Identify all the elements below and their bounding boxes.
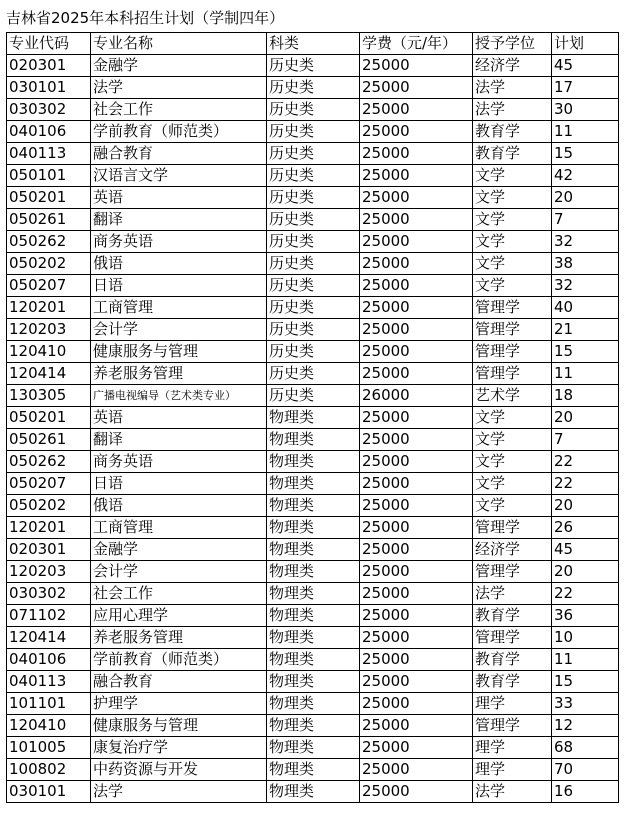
major-code-cell: 050261 bbox=[7, 209, 91, 231]
degree-cell: 文学 bbox=[473, 451, 552, 473]
degree-cell: 管理学 bbox=[473, 341, 552, 363]
table-row bbox=[7, 451, 619, 473]
major-name-cell: 社会工作 bbox=[91, 99, 267, 121]
tuition-cell: 26000 bbox=[360, 385, 473, 407]
degree-cell: 文学 bbox=[473, 275, 552, 297]
major-code-cell: 020301 bbox=[7, 539, 91, 561]
plan-count-cell: 22 bbox=[552, 473, 619, 495]
subject-category-cell: 历史类 bbox=[267, 143, 360, 165]
tuition-cell: 25000 bbox=[360, 121, 473, 143]
subject-category-cell: 历史类 bbox=[267, 319, 360, 341]
major-name-cell: 日语 bbox=[91, 275, 267, 297]
table-row bbox=[7, 363, 619, 385]
degree-cell: 管理学 bbox=[473, 517, 552, 539]
tuition-cell: 25000 bbox=[360, 341, 473, 363]
table-row bbox=[7, 55, 619, 77]
table-row bbox=[7, 671, 619, 693]
tuition-cell: 25000 bbox=[360, 99, 473, 121]
tuition-cell: 25000 bbox=[360, 55, 473, 77]
subject-category-cell: 物理类 bbox=[267, 451, 360, 473]
table-row bbox=[7, 583, 619, 605]
subject-category-cell: 物理类 bbox=[267, 429, 360, 451]
subject-category-cell: 物理类 bbox=[267, 583, 360, 605]
degree-cell: 文学 bbox=[473, 231, 552, 253]
degree-cell: 管理学 bbox=[473, 319, 552, 341]
tuition-cell: 25000 bbox=[360, 671, 473, 693]
major-name-cell: 护理学 bbox=[91, 693, 267, 715]
degree-cell: 管理学 bbox=[473, 561, 552, 583]
plan-count-cell: 15 bbox=[552, 341, 619, 363]
subject-category-cell: 历史类 bbox=[267, 253, 360, 275]
tuition-cell: 25000 bbox=[360, 627, 473, 649]
plan-count-cell: 10 bbox=[552, 627, 619, 649]
degree-cell: 管理学 bbox=[473, 715, 552, 737]
degree-cell: 经济学 bbox=[473, 539, 552, 561]
subject-category-cell: 物理类 bbox=[267, 495, 360, 517]
major-name-cell: 英语 bbox=[91, 187, 267, 209]
subject-category-cell: 物理类 bbox=[267, 605, 360, 627]
major-code-cell: 120410 bbox=[7, 341, 91, 363]
subject-category-cell: 物理类 bbox=[267, 627, 360, 649]
table-row bbox=[7, 319, 619, 341]
table-row bbox=[7, 165, 619, 187]
table-row bbox=[7, 627, 619, 649]
tuition-cell: 25000 bbox=[360, 495, 473, 517]
major-code-cell: 120414 bbox=[7, 363, 91, 385]
subject-category-cell: 历史类 bbox=[267, 341, 360, 363]
subject-category-cell: 物理类 bbox=[267, 759, 360, 781]
column-header: 授予学位 bbox=[473, 33, 552, 55]
major-name-cell: 学前教育（师范类） bbox=[91, 121, 267, 143]
subject-category-cell: 物理类 bbox=[267, 781, 360, 803]
major-name-cell: 商务英语 bbox=[91, 451, 267, 473]
tuition-cell: 25000 bbox=[360, 737, 473, 759]
table-row bbox=[7, 781, 619, 803]
major-code-cell: 050207 bbox=[7, 473, 91, 495]
tuition-cell: 25000 bbox=[360, 473, 473, 495]
major-code-cell: 120414 bbox=[7, 627, 91, 649]
major-code-cell: 120203 bbox=[7, 319, 91, 341]
subject-category-cell: 历史类 bbox=[267, 231, 360, 253]
major-name-cell: 养老服务管理 bbox=[91, 627, 267, 649]
plan-count-cell: 18 bbox=[552, 385, 619, 407]
degree-cell: 理学 bbox=[473, 693, 552, 715]
major-name-cell: 会计学 bbox=[91, 319, 267, 341]
plan-count-cell: 16 bbox=[552, 781, 619, 803]
major-code-cell: 071102 bbox=[7, 605, 91, 627]
plan-count-cell: 20 bbox=[552, 407, 619, 429]
degree-cell: 文学 bbox=[473, 429, 552, 451]
tuition-cell: 25000 bbox=[360, 143, 473, 165]
subject-category-cell: 历史类 bbox=[267, 55, 360, 77]
table-row bbox=[7, 385, 619, 407]
table-row bbox=[7, 407, 619, 429]
major-code-cell: 030101 bbox=[7, 781, 91, 803]
major-name-cell: 俄语 bbox=[91, 495, 267, 517]
degree-cell: 艺术学 bbox=[473, 385, 552, 407]
table-row bbox=[7, 517, 619, 539]
plan-count-cell: 32 bbox=[552, 275, 619, 297]
major-code-cell: 101005 bbox=[7, 737, 91, 759]
major-code-cell: 050202 bbox=[7, 253, 91, 275]
degree-cell: 教育学 bbox=[473, 121, 552, 143]
tuition-cell: 25000 bbox=[360, 781, 473, 803]
major-code-cell: 120410 bbox=[7, 715, 91, 737]
table-row bbox=[7, 231, 619, 253]
major-name-cell: 日语 bbox=[91, 473, 267, 495]
plan-count-cell: 7 bbox=[552, 209, 619, 231]
subject-category-cell: 历史类 bbox=[267, 363, 360, 385]
major-name-cell: 会计学 bbox=[91, 561, 267, 583]
tuition-cell: 25000 bbox=[360, 715, 473, 737]
table-row bbox=[7, 121, 619, 143]
plan-count-cell: 68 bbox=[552, 737, 619, 759]
table-row bbox=[7, 143, 619, 165]
subject-category-cell: 物理类 bbox=[267, 561, 360, 583]
major-name-cell: 法学 bbox=[91, 77, 267, 99]
table-row bbox=[7, 649, 619, 671]
column-header: 专业代码 bbox=[7, 33, 91, 55]
table-header-row bbox=[7, 33, 619, 55]
tuition-cell: 25000 bbox=[360, 429, 473, 451]
subject-category-cell: 物理类 bbox=[267, 407, 360, 429]
major-code-cell: 050262 bbox=[7, 231, 91, 253]
major-name-cell: 金融学 bbox=[91, 539, 267, 561]
degree-cell: 法学 bbox=[473, 781, 552, 803]
major-code-cell: 050207 bbox=[7, 275, 91, 297]
major-code-cell: 040106 bbox=[7, 649, 91, 671]
degree-cell: 管理学 bbox=[473, 627, 552, 649]
tuition-cell: 25000 bbox=[360, 693, 473, 715]
plan-count-cell: 42 bbox=[552, 165, 619, 187]
plan-count-cell: 36 bbox=[552, 605, 619, 627]
degree-cell: 文学 bbox=[473, 253, 552, 275]
degree-cell: 文学 bbox=[473, 187, 552, 209]
major-name-cell: 健康服务与管理 bbox=[91, 341, 267, 363]
subject-category-cell: 历史类 bbox=[267, 99, 360, 121]
subject-category-cell: 历史类 bbox=[267, 77, 360, 99]
major-code-cell: 050261 bbox=[7, 429, 91, 451]
tuition-cell: 25000 bbox=[360, 275, 473, 297]
plan-count-cell: 70 bbox=[552, 759, 619, 781]
major-code-cell: 030302 bbox=[7, 583, 91, 605]
table-row bbox=[7, 341, 619, 363]
subject-category-cell: 历史类 bbox=[267, 165, 360, 187]
plan-count-cell: 21 bbox=[552, 319, 619, 341]
tuition-cell: 25000 bbox=[360, 759, 473, 781]
plan-count-cell: 33 bbox=[552, 693, 619, 715]
table-row bbox=[7, 693, 619, 715]
plan-count-cell: 15 bbox=[552, 671, 619, 693]
major-code-cell: 040106 bbox=[7, 121, 91, 143]
column-header: 科类 bbox=[267, 33, 360, 55]
major-name-cell: 康复治疗学 bbox=[91, 737, 267, 759]
tuition-cell: 25000 bbox=[360, 583, 473, 605]
plan-count-cell: 45 bbox=[552, 55, 619, 77]
major-code-cell: 120203 bbox=[7, 561, 91, 583]
plan-count-cell: 12 bbox=[552, 715, 619, 737]
tuition-cell: 25000 bbox=[360, 363, 473, 385]
degree-cell: 文学 bbox=[473, 209, 552, 231]
degree-cell: 法学 bbox=[473, 583, 552, 605]
plan-count-cell: 20 bbox=[552, 495, 619, 517]
major-code-cell: 050201 bbox=[7, 407, 91, 429]
major-code-cell: 030101 bbox=[7, 77, 91, 99]
major-code-cell: 120201 bbox=[7, 517, 91, 539]
degree-cell: 文学 bbox=[473, 473, 552, 495]
table-row bbox=[7, 209, 619, 231]
plan-count-cell: 7 bbox=[552, 429, 619, 451]
tuition-cell: 25000 bbox=[360, 253, 473, 275]
major-name-cell: 翻译 bbox=[91, 209, 267, 231]
plan-count-cell: 11 bbox=[552, 649, 619, 671]
subject-category-cell: 物理类 bbox=[267, 539, 360, 561]
subject-category-cell: 历史类 bbox=[267, 121, 360, 143]
tuition-cell: 25000 bbox=[360, 451, 473, 473]
plan-count-cell: 22 bbox=[552, 451, 619, 473]
major-name-cell: 健康服务与管理 bbox=[91, 715, 267, 737]
major-name-cell: 应用心理学 bbox=[91, 605, 267, 627]
degree-cell: 管理学 bbox=[473, 297, 552, 319]
tuition-cell: 25000 bbox=[360, 539, 473, 561]
major-code-cell: 101101 bbox=[7, 693, 91, 715]
tuition-cell: 25000 bbox=[360, 517, 473, 539]
tuition-cell: 25000 bbox=[360, 209, 473, 231]
plan-count-cell: 22 bbox=[552, 583, 619, 605]
table-row bbox=[7, 561, 619, 583]
major-name-cell: 融合教育 bbox=[91, 143, 267, 165]
major-code-cell: 050101 bbox=[7, 165, 91, 187]
major-name-cell: 金融学 bbox=[91, 55, 267, 77]
table-row bbox=[7, 77, 619, 99]
subject-category-cell: 物理类 bbox=[267, 517, 360, 539]
column-header: 计划 bbox=[552, 33, 619, 55]
major-code-cell: 050201 bbox=[7, 187, 91, 209]
table-row bbox=[7, 253, 619, 275]
degree-cell: 文学 bbox=[473, 495, 552, 517]
degree-cell: 法学 bbox=[473, 77, 552, 99]
major-name-cell: 法学 bbox=[91, 781, 267, 803]
tuition-cell: 25000 bbox=[360, 187, 473, 209]
major-name-cell: 工商管理 bbox=[91, 297, 267, 319]
tuition-cell: 25000 bbox=[360, 319, 473, 341]
page-title: 吉林省2025年本科招生计划（学制四年） bbox=[6, 9, 285, 27]
subject-category-cell: 物理类 bbox=[267, 473, 360, 495]
tuition-cell: 25000 bbox=[360, 605, 473, 627]
plan-count-cell: 11 bbox=[552, 121, 619, 143]
major-name-cell: 养老服务管理 bbox=[91, 363, 267, 385]
major-code-cell: 050262 bbox=[7, 451, 91, 473]
major-code-cell: 020301 bbox=[7, 55, 91, 77]
degree-cell: 教育学 bbox=[473, 671, 552, 693]
table-row bbox=[7, 187, 619, 209]
plan-count-cell: 40 bbox=[552, 297, 619, 319]
table-row bbox=[7, 473, 619, 495]
subject-category-cell: 历史类 bbox=[267, 187, 360, 209]
degree-cell: 管理学 bbox=[473, 363, 552, 385]
table-row bbox=[7, 99, 619, 121]
subject-category-cell: 历史类 bbox=[267, 209, 360, 231]
tuition-cell: 25000 bbox=[360, 561, 473, 583]
table-row bbox=[7, 605, 619, 627]
tuition-cell: 25000 bbox=[360, 297, 473, 319]
table-row bbox=[7, 539, 619, 561]
degree-cell: 经济学 bbox=[473, 55, 552, 77]
major-code-cell: 120201 bbox=[7, 297, 91, 319]
major-name-cell: 学前教育（师范类） bbox=[91, 649, 267, 671]
major-name-cell: 融合教育 bbox=[91, 671, 267, 693]
subject-category-cell: 物理类 bbox=[267, 715, 360, 737]
plan-count-cell: 45 bbox=[552, 539, 619, 561]
major-name-cell: 社会工作 bbox=[91, 583, 267, 605]
table-row bbox=[7, 429, 619, 451]
subject-category-cell: 物理类 bbox=[267, 693, 360, 715]
enrollment-plan-table bbox=[6, 32, 619, 803]
subject-category-cell: 历史类 bbox=[267, 385, 360, 407]
major-code-cell: 100802 bbox=[7, 759, 91, 781]
major-code-cell: 040113 bbox=[7, 671, 91, 693]
degree-cell: 理学 bbox=[473, 737, 552, 759]
tuition-cell: 25000 bbox=[360, 231, 473, 253]
major-name-cell: 商务英语 bbox=[91, 231, 267, 253]
plan-count-cell: 20 bbox=[552, 561, 619, 583]
table-row bbox=[7, 495, 619, 517]
table-row bbox=[7, 715, 619, 737]
plan-count-cell: 30 bbox=[552, 99, 619, 121]
degree-cell: 理学 bbox=[473, 759, 552, 781]
major-code-cell: 050202 bbox=[7, 495, 91, 517]
tuition-cell: 25000 bbox=[360, 649, 473, 671]
major-name-cell: 汉语言文学 bbox=[91, 165, 267, 187]
tuition-cell: 25000 bbox=[360, 165, 473, 187]
major-name-cell: 翻译 bbox=[91, 429, 267, 451]
degree-cell: 教育学 bbox=[473, 143, 552, 165]
tuition-cell: 25000 bbox=[360, 77, 473, 99]
major-name-cell: 俄语 bbox=[91, 253, 267, 275]
table-row bbox=[7, 759, 619, 781]
table-row bbox=[7, 297, 619, 319]
plan-count-cell: 38 bbox=[552, 253, 619, 275]
subject-category-cell: 物理类 bbox=[267, 671, 360, 693]
tuition-cell: 25000 bbox=[360, 407, 473, 429]
plan-count-cell: 20 bbox=[552, 187, 619, 209]
subject-category-cell: 物理类 bbox=[267, 649, 360, 671]
major-name-cell: 广播电视编导（艺术类专业） bbox=[91, 385, 267, 407]
column-header: 学费（元/年） bbox=[360, 33, 473, 55]
plan-count-cell: 15 bbox=[552, 143, 619, 165]
major-name-cell: 英语 bbox=[91, 407, 267, 429]
degree-cell: 文学 bbox=[473, 407, 552, 429]
subject-category-cell: 物理类 bbox=[267, 737, 360, 759]
degree-cell: 教育学 bbox=[473, 605, 552, 627]
degree-cell: 法学 bbox=[473, 99, 552, 121]
major-name-cell: 工商管理 bbox=[91, 517, 267, 539]
degree-cell: 文学 bbox=[473, 165, 552, 187]
subject-category-cell: 历史类 bbox=[267, 297, 360, 319]
major-code-cell: 030302 bbox=[7, 99, 91, 121]
major-name-cell: 中药资源与开发 bbox=[91, 759, 267, 781]
plan-count-cell: 17 bbox=[552, 77, 619, 99]
table-row bbox=[7, 275, 619, 297]
plan-count-cell: 32 bbox=[552, 231, 619, 253]
table-row bbox=[7, 737, 619, 759]
column-header: 专业名称 bbox=[91, 33, 267, 55]
major-code-cell: 040113 bbox=[7, 143, 91, 165]
degree-cell: 教育学 bbox=[473, 649, 552, 671]
subject-category-cell: 历史类 bbox=[267, 275, 360, 297]
plan-count-cell: 11 bbox=[552, 363, 619, 385]
major-code-cell: 130305 bbox=[7, 385, 91, 407]
plan-count-cell: 26 bbox=[552, 517, 619, 539]
